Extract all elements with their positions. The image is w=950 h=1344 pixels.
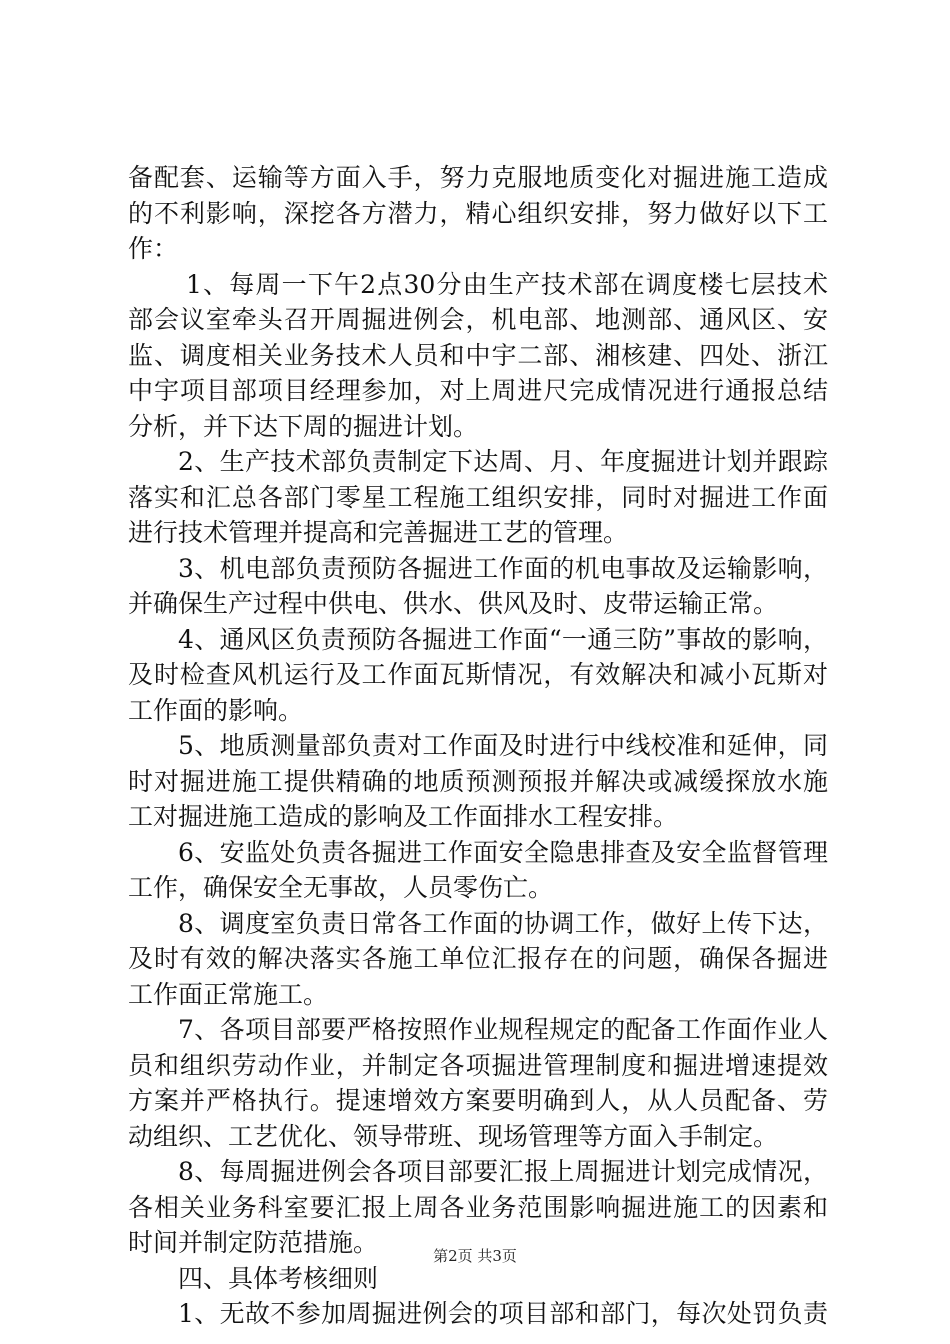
text-line: 监、调度相关业务技术人员和中宇二部、湘核建、四处、浙江 [128,340,828,370]
text-line: 方案并严格执行。提速增效方案要明确到人，从人员配备、劳 [128,1086,828,1115]
page-footer: 第2页 共3页 [433,1247,517,1265]
text-line: 及时检查风机运行及工作面瓦斯情况，有效解决和减小瓦斯对 [128,660,828,689]
text-line: 工对掘进施工造成的影响及工作面排水工程安排。 [128,802,679,831]
text-line: 1、每周一下午2点30分由生产技术部在调度楼七层技术 [186,269,828,299]
text-line: 1、无故不参加周掘进例会的项目部和部门，每次处罚负责 [178,1299,828,1328]
text-line: 备配套、运输等方面入手，努力克服地质变化对掘进施工造成 [128,163,828,192]
text-line: 及时有效的解决落实各施工单位汇报存在的问题，确保各掘进 [128,944,828,973]
text-line: 3、机电部负责预防各掘进工作面的机电事故及运输影响， [178,553,828,583]
text-line: 进行技术管理并提高和完善掘进工艺的管理。 [128,518,629,547]
text-line: 6、安监处负责各掘进工作面安全隐患排查及安全监督管理 [178,837,828,867]
text-line: 2、生产技术部负责制定下达周、月、年度掘进计划并跟踪 [178,447,828,476]
text-line: 各相关业务科室要汇报上周各业务范围影响掘进施工的因素和 [128,1192,828,1222]
text-line: 4、通风区负责预防各掘进工作面“一通三防”事故的影响， [178,624,828,654]
text-line: 工作面的影响。 [128,695,304,725]
text-line: 中宇项目部项目经理参加，对上周进尺完成情况进行通报总结 [128,376,828,405]
text-line: 分析，并下达下周的掘进计划。 [128,411,479,441]
text-line: 部会议室牵头召开周掘进例会，机电部、地测部、通风区、安 [128,305,828,334]
text-line: 7、各项目部要严格按照作业规程规定的配备工作面作业人 [178,1015,828,1044]
text-line: 的不利影响，深挖各方潜力，精心组织安排，努力做好以下工 [128,198,828,228]
text-line: 时间并制定防范措施。 [128,1228,379,1257]
text-line: 工作面正常施工。 [128,979,329,1009]
text-line: 5、地质测量部负责对工作面及时进行中线校准和延伸，同 [178,731,828,760]
text-line: 工作，确保安全无事故，人员零伤亡。 [128,873,554,902]
document-body [128,160,828,1332]
text-line: 落实和汇总各部门零星工程施工组织安排，同时对掘进工作面 [128,482,828,512]
text-line: 员和组织劳动作业，并制定各项掘进管理制度和掘进增速提效 [128,1050,828,1080]
text-line: 8、调度室负责日常各工作面的协调工作，做好上传下达， [178,908,828,938]
text-line: 四、具体考核细则 [178,1263,379,1293]
text-line: 作： [128,234,179,263]
text-line: 时对掘进施工提供精确的地质预测预报并解决或减缓探放水施 [128,766,828,796]
text-line: 8、每周掘进例会各项目部要汇报上周掘进计划完成情况， [178,1157,828,1186]
text-line: 并确保生产过程中供电、供水、供风及时、皮带运输正常。 [128,589,779,618]
text-line: 动组织、工艺优化、领导带班、现场管理等方面入手制定。 [128,1121,779,1151]
